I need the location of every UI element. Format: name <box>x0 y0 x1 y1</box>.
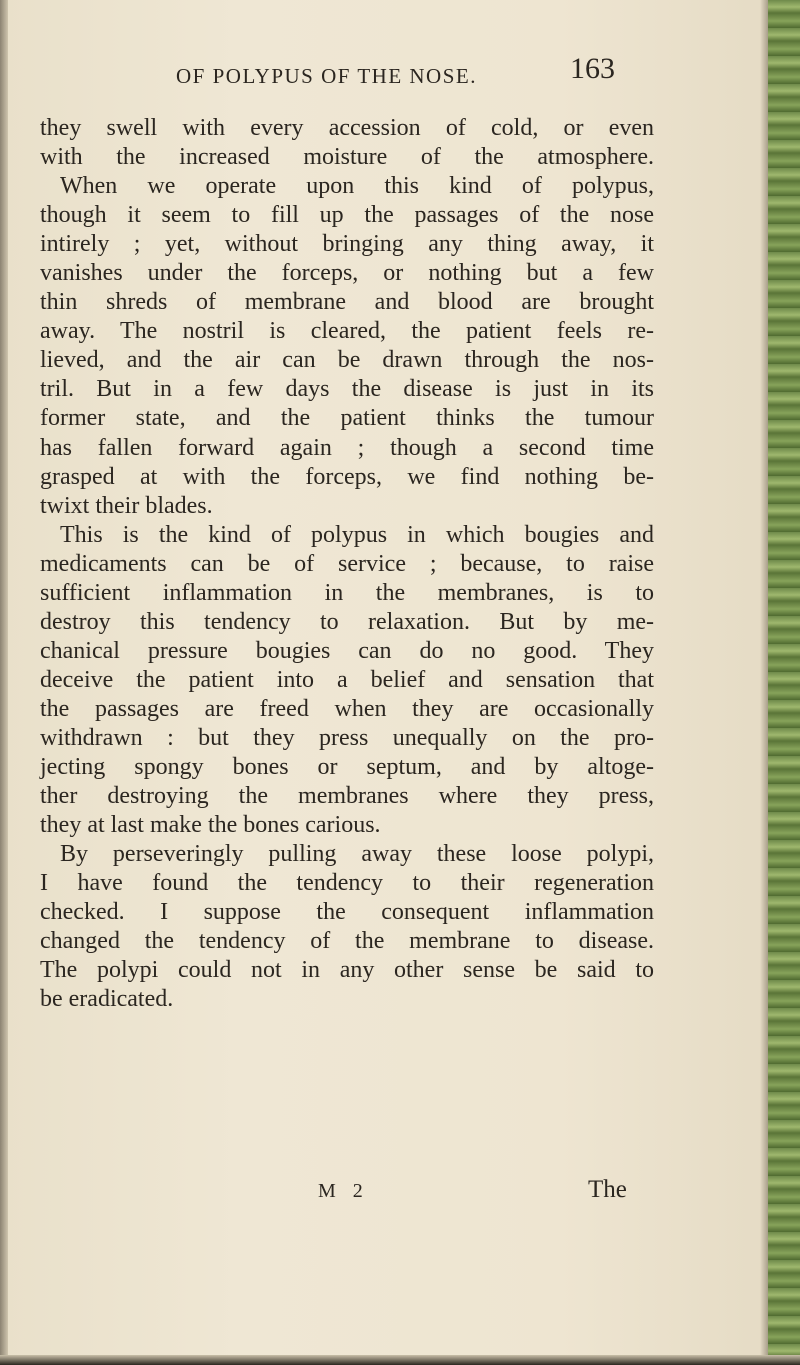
text-line: jecting spongy bones or septum, and by altoge- <box>40 754 654 781</box>
text-line: By perseveringly pulling away these loose polypi, <box>60 841 654 868</box>
text-line: ther destroying the membranes where they press, <box>40 783 654 810</box>
page-header <box>0 52 800 102</box>
text-line: destroy this tendency to relaxation. But by me- <box>40 608 654 635</box>
text-line: former state, and the patient thinks the tumour <box>40 405 654 432</box>
text-line: This is the kind of polypus in which bougies and <box>60 521 654 548</box>
page-footer <box>0 1176 800 1216</box>
text-line: has fallen forward again ; though a second time <box>40 434 654 461</box>
text-line: away. The nostril is cleared, the patient feels re- <box>40 318 654 345</box>
text-line: vanishes under the forceps, or nothing but a few <box>40 260 654 287</box>
text-line: medicaments can be of service ; because, to raise <box>40 550 654 577</box>
text-line: tril. But in a few days the disease is just in its <box>40 376 654 403</box>
text-line: they at last make the bones carious. <box>40 812 381 839</box>
catchword: The <box>588 1176 627 1203</box>
text-line: with the increased moisture of the atmosphere. <box>40 144 654 171</box>
text-line: chanical pressure bougies can do no good. They <box>40 637 654 664</box>
text-line: changed the tendency of the membrane to disease. <box>40 928 654 955</box>
page-left-edge <box>0 0 8 1365</box>
text-line: I have found the tendency to their regeneration <box>40 870 654 897</box>
text-line: intirely ; yet, without bringing any thing away, it <box>40 231 654 258</box>
text-line: When we operate upon this kind of polypus, <box>60 173 654 200</box>
body-text <box>40 114 654 1014</box>
signature-mark: M 2 <box>318 1180 369 1202</box>
book-binding <box>768 0 800 1365</box>
text-line: be eradicated. <box>40 986 174 1013</box>
text-line: deceive the patient into a belief and sensation that <box>40 666 654 693</box>
text-line: withdrawn : but they press unequally on the pro- <box>40 724 654 751</box>
text-line: they swell with every accession of cold, or even <box>40 115 654 141</box>
text-line: The polypi could not in any other sense be said to <box>40 957 654 984</box>
running-head: OF POLYPUS OF THE NOSE. <box>176 64 477 88</box>
text-line: the passages are freed when they are occasionally <box>40 695 654 722</box>
text-line: checked. I suppose the consequent inflammation <box>40 899 654 926</box>
page-number: 163 <box>570 52 615 85</box>
text-line: lieved, and the air can be drawn through the nos- <box>40 347 654 374</box>
text-line: though it seem to fill up the passages of the nose <box>40 202 654 229</box>
text-line: twixt their blades. <box>40 492 213 519</box>
page-bottom-edge <box>0 1355 800 1365</box>
text-line: sufficient inflammation in the membranes, is to <box>40 579 654 606</box>
text-line: grasped at with the forceps, we find nothing be- <box>40 463 654 490</box>
text-line: thin shreds of membrane and blood are brought <box>40 289 654 316</box>
